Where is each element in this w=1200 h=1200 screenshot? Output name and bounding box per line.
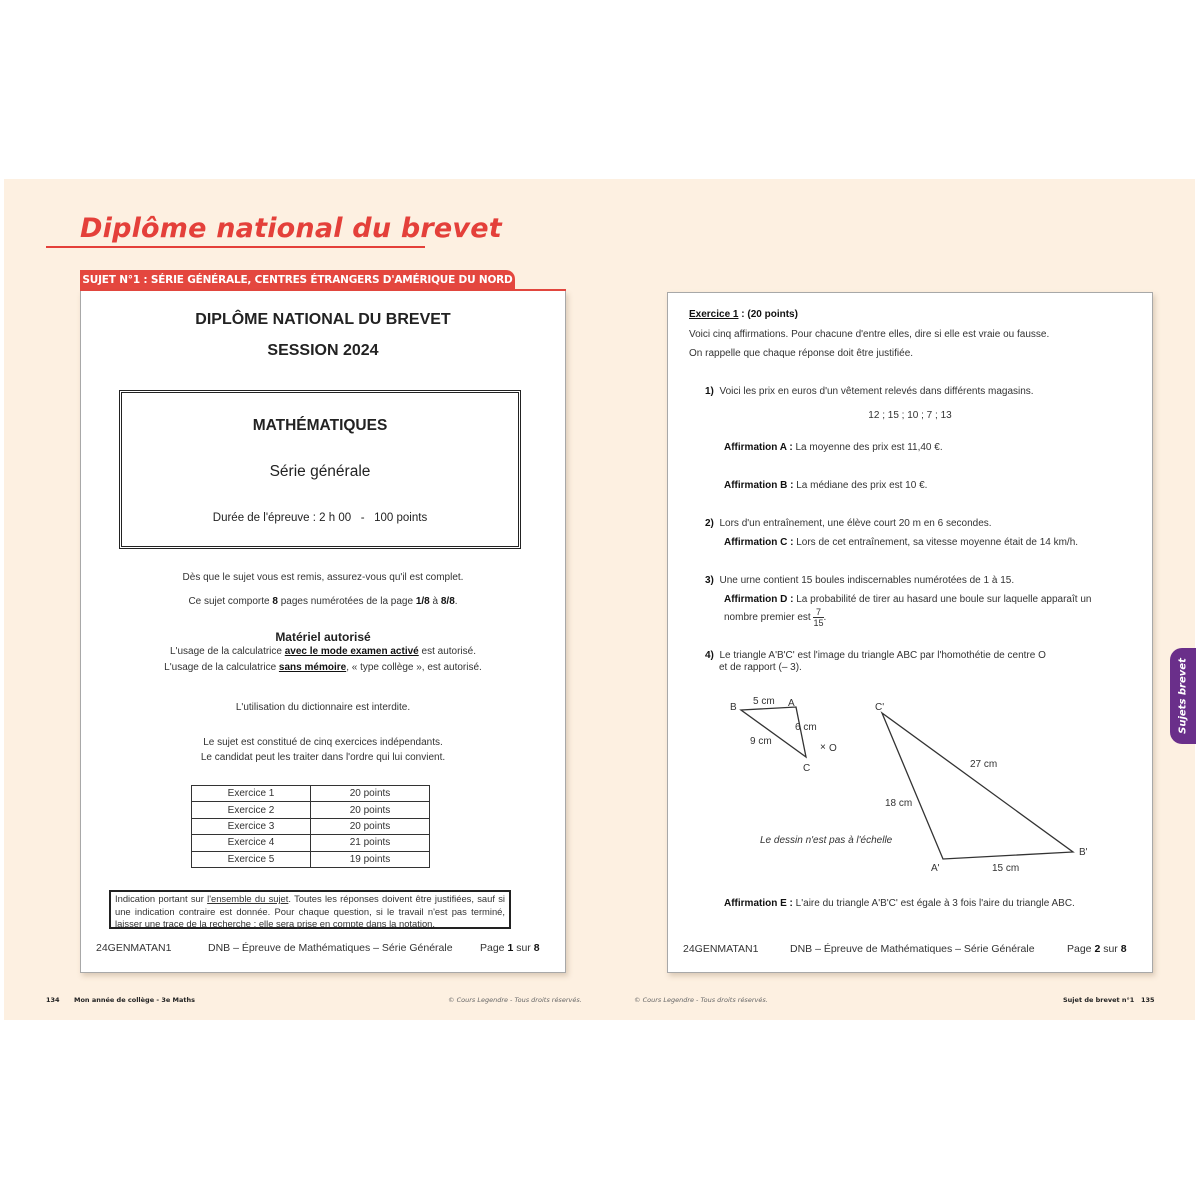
label-o: O	[829, 743, 837, 754]
table-cell: Exercice 5	[192, 851, 311, 867]
section-name: Sujet de brevet n°1	[1063, 996, 1135, 1004]
table-cell: 20 points	[311, 802, 430, 818]
points-table	[191, 785, 430, 868]
exam-footer-label: DNB – Épreuve de Mathématiques – Série Générale	[208, 942, 453, 954]
exam-code: 24GENMATAN1	[683, 943, 759, 955]
exam-serie: Série générale	[269, 463, 371, 480]
homothety-figure	[668, 293, 1154, 974]
exam-subject: MATHÉMATIQUES	[252, 417, 388, 434]
center-o-mark: ×	[820, 742, 826, 753]
question-1: 1) Voici les prix en euros d'un vêtement relevés dans différents magasins.	[705, 386, 1034, 397]
left-page-number: 134	[46, 996, 60, 1004]
exam-code: 24GENMATAN1	[96, 942, 172, 954]
table-cell: 21 points	[311, 835, 430, 851]
label-ac: 6 cm	[795, 722, 817, 733]
table-cell: Exercice 3	[192, 818, 311, 834]
subject-frame	[119, 390, 521, 549]
triangle-abc-prime	[882, 713, 1073, 859]
affirmation-b: Affirmation B : La médiane des prix est 10 €.	[724, 480, 928, 491]
left-copyright: © Cours Legendre - Tous droits réservés.	[448, 996, 582, 1004]
table-cell: 20 points	[311, 818, 430, 834]
table-row	[192, 818, 430, 834]
label-c: C	[803, 763, 811, 774]
materiel-line-1: L'usage de la calculatrice avec le mode examen activé est autorisé.	[169, 646, 476, 657]
table-cell: 19 points	[311, 851, 430, 867]
label-b-prime: B'	[1079, 847, 1088, 858]
label-a: A	[788, 698, 795, 709]
exam-session: SESSION 2024	[267, 342, 379, 359]
label-ac-prime: 18 cm	[885, 798, 913, 809]
exam-footer-label: DNB – Épreuve de Mathématiques – Série Générale	[790, 943, 1035, 955]
complete-check-text: Dès que le sujet vous est remis, assurez-vous qu'il est complet.	[182, 572, 464, 583]
exercices-info-1: Le sujet est constitué de cinq exercices indépendants.	[203, 737, 443, 748]
question-4-line-2: et de rapport (– 3).	[719, 662, 802, 673]
right-page-number: 135	[1141, 996, 1155, 1004]
materiel-line-2: L'usage de la calculatrice sans mémoire, « type collège », est autorisé.	[164, 662, 482, 673]
affirmation-d-line-2: nombre premier est $\frac{7}{15}$ .	[724, 607, 827, 628]
label-bc: 9 cm	[750, 736, 772, 747]
price-values: 12 ; 15 ; 10 ; 7 ; 13	[868, 410, 952, 421]
table-cell: Exercice 2	[192, 802, 311, 818]
affirmation-c: Affirmation C : Lors de cet entraînement, sa vitesse moyenne était de 14 km/h.	[724, 537, 1079, 548]
exam-duration: Durée de l'épreuve : 2 h 00 - 100 points	[212, 512, 428, 524]
section-side-tab[interactable]	[1170, 648, 1196, 744]
page-number: Page 1 sur 8	[480, 942, 540, 954]
exercise-intro-2: On rappelle que chaque réponse doit être justifiée.	[689, 348, 914, 359]
exam-title: DIPLÔME NATIONAL DU BREVET	[195, 311, 451, 328]
book-title: Diplôme national du brevet	[80, 213, 502, 244]
table-row	[192, 851, 430, 867]
exam-page-1	[80, 291, 566, 973]
table-row	[192, 802, 430, 818]
affirmation-d: Affirmation D : La probabilité de tirer au hasard une boule sur laquelle apparaît un	[724, 594, 1092, 605]
question-2: 2) Lors d'un entraînement, une élève court 20 m en 6 secondes.	[705, 518, 992, 529]
fraction: $\frac{7}{15}$	[813, 607, 824, 628]
table-cell: Exercice 4	[192, 835, 311, 851]
label-bc-prime: 27 cm	[970, 759, 998, 770]
materiel-title: Matériel autorisé	[275, 630, 371, 644]
label-b: B	[730, 702, 737, 713]
exercise-heading: Exercice 1 : (20 points)	[689, 309, 798, 320]
table-row	[192, 786, 430, 802]
subject-banner: SUJET N°1 : SÉRIE GÉNÉRALE, CENTRES ÉTRANGERS D'AMÉRIQUE DU NORD	[80, 270, 515, 291]
label-ab-prime: 15 cm	[992, 863, 1020, 874]
table-cell: 20 points	[311, 786, 430, 802]
pages-info: Ce sujet comporte 8 pages numérotées de la page 1/8 à 8/8.	[188, 596, 458, 607]
table-row	[192, 835, 430, 851]
question-3: 3) Une urne contient 15 boules indiscernables numérotées de 1 à 15.	[705, 575, 1015, 586]
scale-note: Le dessin n'est pas à l'échelle	[760, 835, 893, 846]
page-number: Page 2 sur 8	[1067, 943, 1127, 955]
title-underline	[46, 246, 425, 248]
table-cell: Exercice 1	[192, 786, 311, 802]
affirmation-a: Affirmation A : La moyenne des prix est 11,40 €.	[724, 442, 943, 453]
question-4: 4) Le triangle A'B'C' est l'image du triangle ABC par l'homothétie de centre O	[705, 650, 1046, 661]
dictionnaire-text: L'utilisation du dictionnaire est interdite.	[235, 702, 411, 713]
indication-box: Indication portant sur l'ensemble du sujet. Toutes les réponses doivent être justifiées, sauf si une indication contraire est donnée. Pour chaque question, si le travail n'est pas terminé, laisser une trace de la recherche ; elle sera prise en compte dans la notation.	[109, 890, 511, 929]
label-a-prime: A'	[931, 863, 940, 874]
book-name: Mon année de collège - 3e Maths	[74, 996, 195, 1004]
right-copyright: © Cours Legendre - Tous droits réservés.	[634, 996, 768, 1004]
side-tab-label: Sujets brevet	[1177, 658, 1189, 734]
label-c-prime: C'	[875, 702, 885, 713]
exercise-intro-1: Voici cinq affirmations. Pour chacune d'entre elles, dire si elle est vraie ou fausse.	[689, 329, 1050, 340]
label-ab: 5 cm	[753, 696, 775, 707]
exam-page-2	[667, 292, 1153, 973]
affirmation-e: Affirmation E : L'aire du triangle A'B'C' est égale à 3 fois l'aire du triangle ABC.	[724, 898, 1075, 909]
exercices-info-2: Le candidat peut les traiter dans l'ordre qui lui convient.	[200, 752, 446, 763]
